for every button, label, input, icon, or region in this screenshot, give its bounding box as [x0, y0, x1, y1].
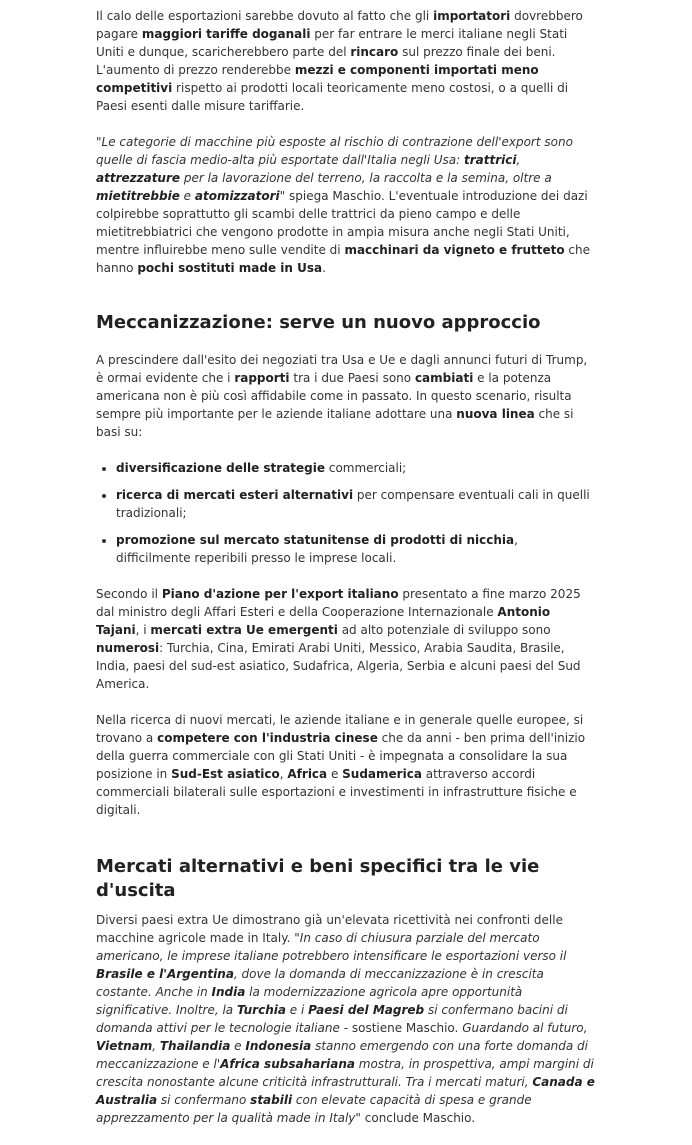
text: e la potenza americana non è più così affidabile come in passato. In questo scenario, risulta sempre più importante per le aziende italiane adottare una [96, 371, 572, 421]
text: , dove la domanda di meccanizzazione è in crescita costante. Anche in [96, 967, 544, 999]
bold-text: Thailandia [159, 1039, 231, 1053]
text: Guardando al futuro, [462, 1021, 588, 1035]
list-item [116, 459, 596, 477]
text: che si basi su: [96, 407, 574, 439]
text: mostra, in prospettiva, ampi margini di crescita nonostante alcune criticità infrastrutturali. Tra i mercati maturi, [96, 1057, 594, 1089]
text: che hanno [96, 243, 590, 275]
text: , i [135, 623, 151, 637]
text: che da anni - ben prima dell'inizio della guerra commerciale con gli Stati Uniti - è impegnata a consolidare la sua posizione in [96, 731, 586, 781]
bold-text: macchinari da vigneto e frutteto [344, 243, 565, 257]
bold-text: pochi sostituti made in Usa [137, 261, 323, 275]
text: "In caso di chiusura parziale del mercato americano, le imprese italiane potrebbero intensificare le esportazioni verso il [96, 931, 567, 963]
text: . [322, 261, 326, 275]
bold-text: trattrici [464, 153, 517, 167]
bold-text: ricerca di mercati esteri alternativi [116, 488, 354, 502]
paragraph-new-approach [96, 351, 596, 441]
section-heading-alternative-markets: Mercati alternativi e beni specifici tra le vie d'uscita [96, 856, 540, 901]
quote [96, 1021, 595, 1125]
text: conclude Maschio. [360, 1111, 476, 1125]
bold-text: Piano d'azione per l'export italiano [161, 587, 399, 601]
bold-text: Turchia [236, 1003, 286, 1017]
bold-text: Indonesia [245, 1039, 312, 1053]
text: si confermano [157, 1093, 251, 1107]
bold-text: mercati extra Ue emergenti [150, 623, 338, 637]
bold-text: Africa [287, 767, 328, 781]
text: Il calo delle esportazioni sarebbe dovuto al fatto che gli [96, 9, 434, 23]
text: per la lavorazione del terreno, la raccolta e la semina, oltre a [180, 171, 552, 185]
text: , [152, 1039, 160, 1053]
bold-text: importatori [433, 9, 511, 23]
text: commerciali; [325, 461, 407, 475]
text: per compensare eventuali cali in quelli tradizionali; [116, 488, 590, 520]
bold-text: Africa subsahariana [220, 1057, 355, 1071]
bold-text: nuova linea [456, 407, 535, 421]
bold-text: Sudamerica [342, 767, 422, 781]
text: attraverso accordi commerciali bilaterali sulle esportazioni e investimenti in infrastrutture fisiche e digitali. [96, 767, 577, 817]
paragraph-china-competition [96, 711, 596, 819]
bold-text: Paesi del Magreb [308, 1003, 425, 1017]
bold-text: maggiori tariffe doganali [141, 27, 311, 41]
text: per far entrare le merci italiane negli Stati Uniti e dunque, scaricherebbero parte del [96, 27, 568, 59]
spacer [96, 837, 596, 855]
paragraph-action-plan [96, 585, 596, 693]
paragraph-extra-eu-markets [96, 911, 596, 1127]
text: "Le categorie di macchine più esposte al rischio di contrazione dell'export sono quelle di fascia medio-alta più esportate dall'Italia negli Usa: [96, 135, 573, 167]
text: : Turchia, Cina, Emirati Arabi Uniti, Messico, Arabia Saudita, Brasile, India, paesi del sud-est asiatico, Sudafrica, Algeria, Serbia e alcuni paesi del Sud America. [96, 641, 581, 691]
bold-text: attrezzature [96, 171, 181, 185]
text: e [327, 767, 343, 781]
text: , [279, 767, 288, 781]
bold-text: Antonio Tajani [96, 605, 551, 637]
text: la modernizzazione agricola apre opportunità significative. Inoltre, la [96, 985, 523, 1017]
text: tra i due Paesi sono [289, 371, 415, 385]
bold-text: diversificazione delle strategie [116, 461, 326, 475]
bold-text: Vietnam [96, 1039, 153, 1053]
paragraph-export-decline [96, 7, 596, 115]
text: si confermano bacini di domanda attivi per le tecnologie italiane [96, 1003, 568, 1035]
bold-text: atomizzatori [194, 189, 280, 203]
bold-text: competere con l'industria cinese [157, 731, 378, 745]
bold-text: mezzi e componenti importati meno competitivi [96, 63, 539, 95]
text: , difficilmente reperibili presso le imprese locali. [116, 533, 518, 565]
text: " [279, 189, 286, 203]
paragraph-machine-categories [96, 133, 596, 277]
text: , [516, 153, 521, 167]
text: stanno emergendo con una forte domanda di meccanizzazione e l' [96, 1039, 589, 1071]
text: presentato a fine marzo 2025 dal ministro degli Affari Esteri e della Cooperazione Internazionale [96, 587, 581, 619]
text: sul prezzo finale dei beni. L'aumento di prezzo renderebbe [96, 45, 556, 77]
text: A prescindere dall'esito dei negoziati tra Usa e Ue e dagli annunci futuri di Trump, è ormai evidente che i [96, 353, 588, 385]
text: con elevate capacità di spesa e grande apprezzamento per la qualità made in Italy" [96, 1093, 532, 1125]
bold-text: Brasile e l'Argentina [96, 967, 234, 981]
list-item [116, 486, 596, 522]
strategy-list [96, 459, 596, 567]
bold-text: stabili [250, 1093, 293, 1107]
text: rispetto ai prodotti locali teoricamente meno costosi, o a quelli di Paesi esenti dalle misure tariffarie. [96, 81, 569, 113]
text: dovrebbero pagare [96, 9, 583, 41]
bold-text: numerosi [96, 641, 160, 655]
text: e [230, 1039, 246, 1053]
list-item [116, 531, 596, 567]
bold-text: India [211, 985, 246, 999]
bold-text: rincaro [350, 45, 399, 59]
bold-text: rapporti [234, 371, 290, 385]
quote [96, 931, 568, 1035]
text: spiega Maschio. L'eventuale introduzione dei dazi colpirebbe soprattutto gli scambi delle trattrici da pieno campo e delle mietitrebbiatrici che vengono prodotte in ampia misura anche negli Stati Uniti, mentre influirebbe meno sulle vendite di [96, 189, 588, 257]
text: Nella ricerca di nuovi mercati, le aziende italiane e in generale quelle europee, si trovano a [96, 713, 584, 745]
bold-text: Sud-Est asiatico [171, 767, 280, 781]
text: Secondo il [96, 587, 162, 601]
bold-text: mietitrebbie [96, 189, 180, 203]
text: - sostiene Maschio. [339, 1021, 463, 1035]
text: ad alto potenziale di sviluppo sono [337, 623, 551, 637]
article-body [96, 7, 596, 1145]
bold-text: Canada e Australia [96, 1075, 595, 1107]
bold-text: promozione sul mercato statunitense di prodotti di nicchia [116, 533, 515, 547]
spacer [96, 295, 596, 311]
section-heading-mechanization: Meccanizzazione: serve un nuovo approccio [96, 312, 541, 333]
text: e i [285, 1003, 309, 1017]
text: Diversi paesi extra Ue dimostrano già un'elevata ricettività nei confronti delle macchine agricole made in Italy. [96, 913, 563, 945]
bold-text: cambiati [414, 371, 474, 385]
text: e [179, 189, 195, 203]
